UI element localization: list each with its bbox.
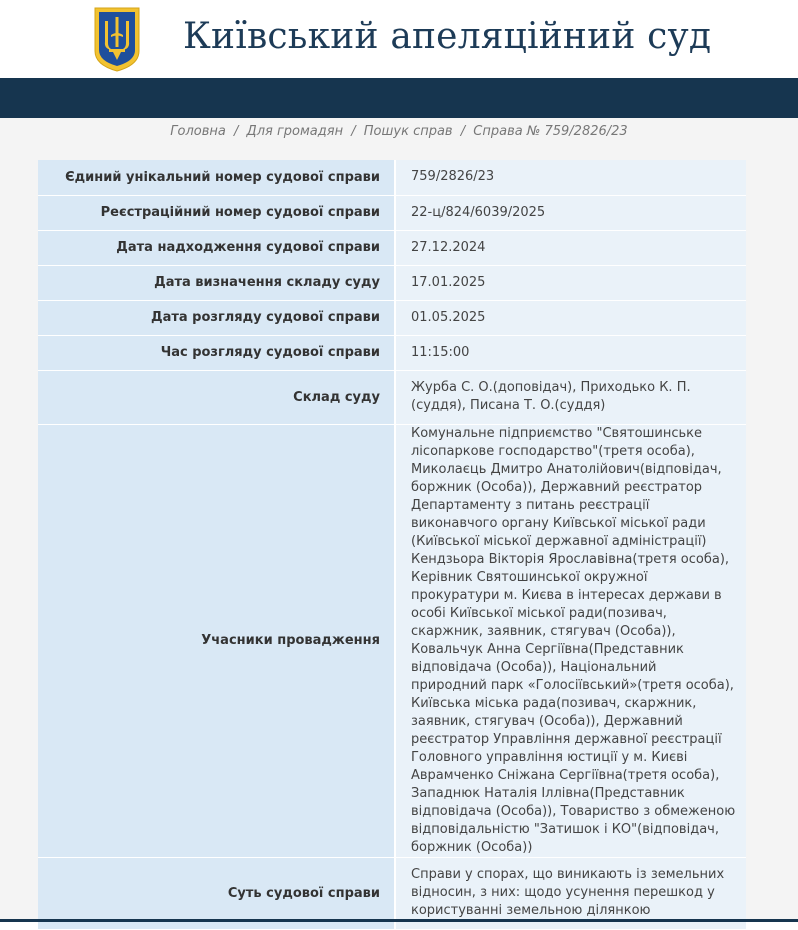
field-label: Дата надходження судової справи: [38, 230, 395, 265]
table-row: [38, 424, 746, 857]
field-label: Реєстраційний номер судової справи: [38, 195, 395, 230]
table-row: [38, 195, 746, 230]
field-value: 27.12.2024: [395, 230, 746, 265]
field-label: Склад суду: [38, 370, 395, 424]
breadcrumb-current-case: Справа № 759/2826/23: [473, 124, 628, 139]
field-label: Єдиний унікальний номер судової справи: [38, 160, 395, 195]
breadcrumb-home[interactable]: Головна: [170, 124, 226, 139]
field-value: 759/2826/23: [395, 160, 746, 195]
field-label: Дата визначення складу суду: [38, 265, 395, 300]
field-value: 01.05.2025: [395, 300, 746, 335]
field-label: Учасники провадження: [38, 424, 395, 857]
field-label: Суть судової справи: [38, 857, 395, 929]
field-value: Справи у спорах, що виникають із земельних відносин, з них: щодо усунення перешкод у користуванні земельною ділянкою: [395, 857, 746, 929]
field-value: Журба С. О.(доповідач), Приходько К. П.(суддя), Писана Т. О.(суддя): [395, 370, 746, 424]
table-row: [38, 265, 746, 300]
case-details-table: [38, 160, 746, 930]
breadcrumb-citizens[interactable]: Для громадян: [246, 124, 344, 139]
field-value: 11:15:00: [395, 335, 746, 370]
field-value: 22-ц/824/6039/2025: [395, 195, 746, 230]
ukraine-coat-of-arms-icon[interactable]: [92, 5, 142, 73]
field-value: Комунальне підприємство "Святошинське лісопаркове господарство"(третя особа), Миколаєць Дмитро Анатолійович(відповідач, боржник (Особа)), Державний реєстратор Департаменту з питань реєстрації виконавчого органу Київської міської ради (Київської міської державної адміністрації) Кендзьора Вікторія Ярославівна(третя особа), Керівник Святошинської окружної прокуратури м. Києва в інтересах держави в особі Київської міської ради(позивач, скаржник, заявник, стягувач (Особа)), Ковальчук Анна Сергіївна(Представник відповідача (Особа)), Національний природний парк «Голосіївський»(третя особа), Київська міська рада(позивач, скаржник, заявник, стягувач (Особа)), Державний реєстратор Управління державної реєстрації Головного управління юстиції у м. Києві Аврамченко Сніжана Сергіївна(третя особа), Западнюк Наталія Іллівна(Представник відповідача (Особа)), Товариство з обмеженою відповідальністю "Затишок і КО"(відповідач, боржник (Особа)): [395, 424, 746, 857]
breadcrumb-separator: /: [460, 124, 466, 139]
field-label: Час розгляду судової справи: [38, 335, 395, 370]
content-area: [0, 118, 798, 922]
table-row: [38, 335, 746, 370]
field-value: 17.01.2025: [395, 265, 746, 300]
table-row: [38, 300, 746, 335]
table-row: [38, 230, 746, 265]
breadcrumb-separator: /: [234, 124, 239, 139]
field-label: Дата розгляду судової справи: [38, 300, 395, 335]
table-row: [38, 160, 746, 195]
breadcrumb-separator: /: [351, 124, 356, 139]
table-row: [38, 370, 746, 424]
breadcrumb-case-search[interactable]: Пошук справ: [363, 124, 453, 139]
site-title[interactable]: Київський апеляційний суд: [183, 16, 712, 57]
breadcrumb: [0, 118, 798, 148]
main-navbar: [0, 78, 798, 118]
site-header: [0, 0, 798, 78]
